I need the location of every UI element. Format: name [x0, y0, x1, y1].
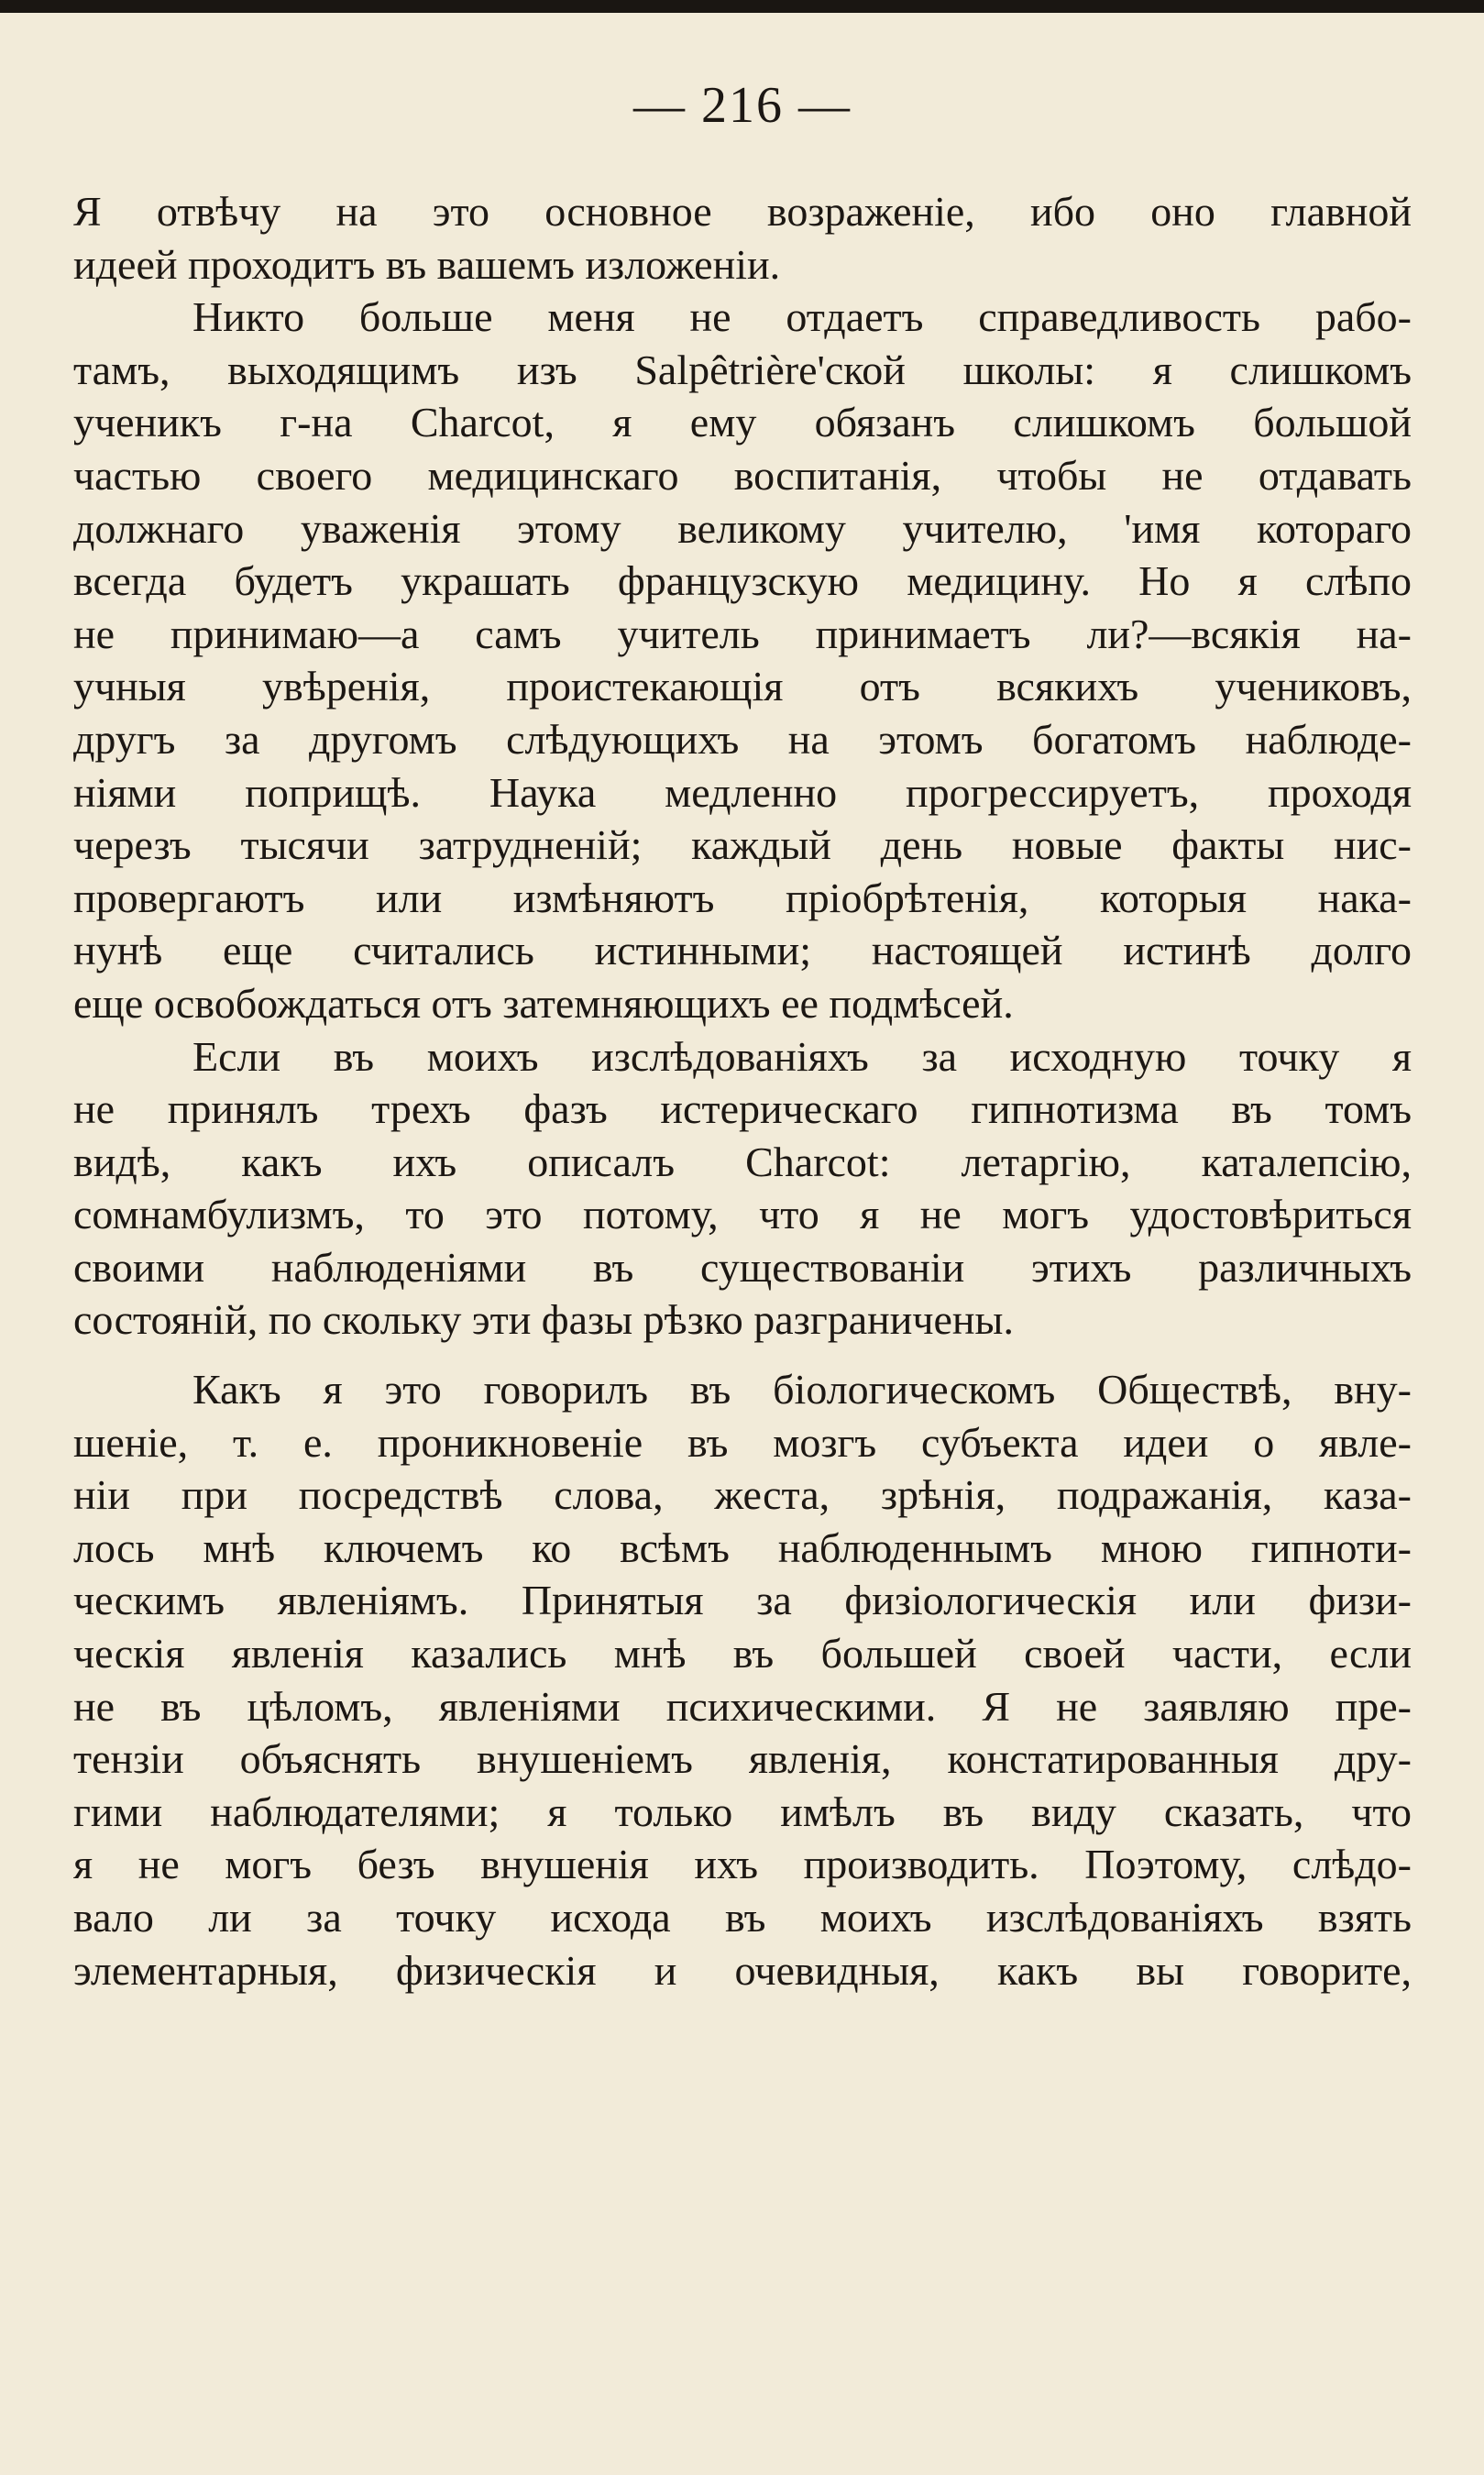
- text-line: гими наблюдателями; я только имѣлъ въ виду сказать, что: [73, 1788, 1412, 1835]
- text-line: ческимъ явленіямъ. Принятыя за физіологическія или физи-: [73, 1577, 1412, 1624]
- text-line: учныя увѣренія, проистекающія отъ всякихъ учениковъ,: [73, 663, 1412, 710]
- text-line: своими наблюденіями въ существованіи этихъ различныхъ: [73, 1243, 1412, 1291]
- text-line: лось мнѣ ключемъ ко всѣмъ наблюденнымъ мною гипноти-: [73, 1524, 1412, 1571]
- body-text: [73, 185, 1412, 1996]
- text-line: ніи при посредствѣ слова, жеста, зрѣнія, подражанія, каза-: [73, 1471, 1412, 1519]
- text-line: тамъ, выходящимъ изъ Salpêtrière'ской школы: я слишкомъ: [73, 346, 1412, 393]
- text-line: ніями поприщѣ. Наука медленно прогрессируетъ, проходя: [73, 768, 1412, 816]
- text-line: провергаютъ или измѣняютъ пріобрѣтенія, которыя нака-: [73, 874, 1412, 921]
- text-line: сомнамбулизмъ, то это потому, что я не могъ удостовѣриться: [73, 1191, 1412, 1238]
- text-line: состояній, по скольку эти фазы рѣзко разграничены.: [73, 1296, 1014, 1344]
- text-line: элементарныя, физическія и очевидныя, какъ вы говорите,: [73, 1946, 1412, 1994]
- text-line: частью своего медицинскаго воспитанія, чтобы не отдавать: [73, 451, 1412, 499]
- text-line: всегда будетъ украшать французскую медицину. Но я слѣпо: [73, 557, 1412, 605]
- text-line: видѣ, какъ ихъ описалъ Charcot: летаргію, каталепсію,: [73, 1138, 1412, 1185]
- text-line: не принялъ трехъ фазъ истерическаго гипнотизма въ томъ: [73, 1085, 1412, 1133]
- text-line: Если въ моихъ изслѣдованіяхъ за исходную точку я: [192, 1032, 1412, 1080]
- text-line: ученикъ г-на Charcot, я ему обязанъ слишкомъ большой: [73, 399, 1412, 446]
- book-page: [73, 64, 1412, 2448]
- text-line: я не могъ безъ внушенія ихъ производить. Поэтому, слѣдо-: [73, 1841, 1412, 1888]
- text-line: Какъ я это говорилъ въ біологическомъ Обществѣ, вну-: [192, 1366, 1412, 1414]
- text-line: другъ за другомъ слѣдующихъ на этомъ богатомъ наблюде-: [73, 715, 1412, 763]
- text-line: Никто больше меня не отдаетъ справедливость рабо-: [192, 293, 1412, 341]
- text-line: идеей проходитъ въ вашемъ изложеніи.: [73, 240, 781, 288]
- text-line: не въ цѣломъ, явленіями психическими. Я не заявляю пре-: [73, 1682, 1412, 1730]
- scan-top-edge: [0, 0, 1484, 13]
- text-line: не принимаю—а самъ учитель принимаетъ ли?—всякія на-: [73, 610, 1412, 657]
- text-line: вало ли за точку исхода въ моихъ изслѣдованіяхъ взять: [73, 1894, 1412, 1941]
- text-line: черезъ тысячи затрудненій; каждый день новые факты нис-: [73, 821, 1412, 869]
- text-line: шеніе, т. е. проникновеніе въ мозгъ субъекта идеи о явле-: [73, 1418, 1412, 1466]
- page-number: — 216 —: [633, 77, 852, 134]
- text-line: нунѣ еще считались истинными; настоящей истинѣ долго: [73, 927, 1412, 974]
- text-line: тензіи объяснять внушеніемъ явленія, констатированныя дру-: [73, 1735, 1412, 1783]
- text-line: ческія явленія казались мнѣ въ большей своей части, если: [73, 1630, 1412, 1678]
- text-line: еще освобождаться отъ затемняющихъ ее подмѣсей.: [73, 979, 1014, 1027]
- text-line: Я отвѣчу на это основное возраженіе, ибо оно главной: [73, 188, 1412, 235]
- text-line: должнаго уваженія этому великому учителю, 'имя котораго: [73, 504, 1412, 552]
